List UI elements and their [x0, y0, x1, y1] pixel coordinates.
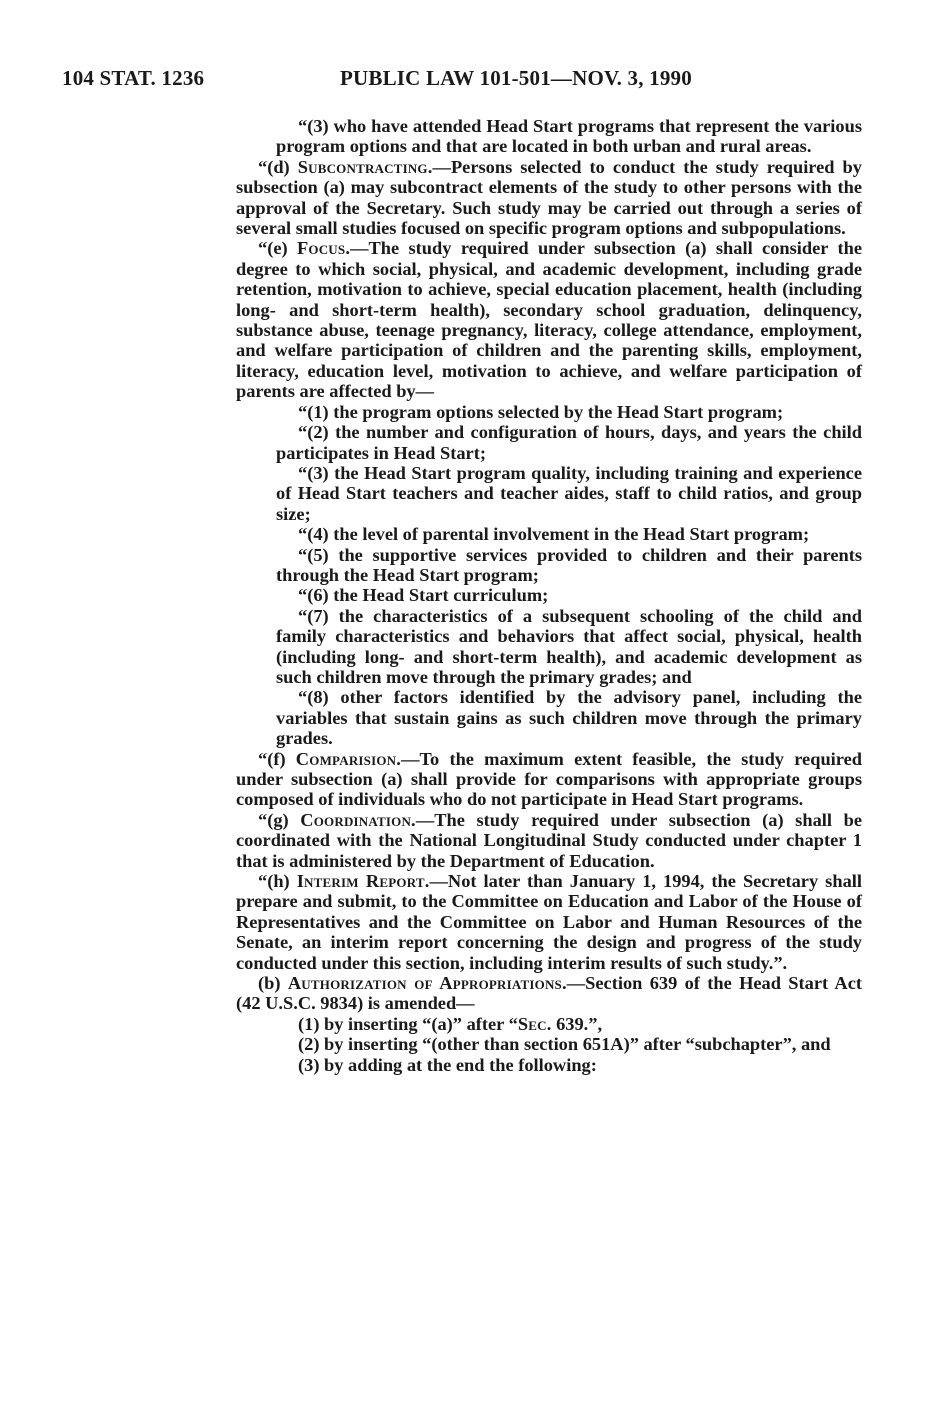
- amendment-2: (2) by inserting “(other than section 651A)” after “subchapter”, and: [298, 1034, 831, 1055]
- public-law-title: PUBLIC LAW 101-501—NOV. 3, 1990: [340, 66, 692, 90]
- subsection-f: “(f) Comparision.—To the maximum extent feasible, the study required under subsection (a) shall provide for comparisons with appropriate groups composed of individuals who do not participate in Head Start programs.: [236, 748, 863, 810]
- subsection-d: “(d) Subcontracting.—Persons selected to conduct the study required by subsection (a) may subcontract elements of the study to other persons with the approval of the Secretary. Such study may be carried out through a series of several small studies focused on specific program options and subpopulations.: [236, 156, 862, 239]
- paragraph-6: “(6) the Head Start curriculum;: [298, 585, 549, 606]
- subsection-h: “(h) Interim Report.—Not later than January 1, 1994, the Secretary shall prepare and submit, to the Committee on Education and Labor of the House of Representatives and the Committee on Labor and Human Resources of the Senate, an interim report concerning the design and progress of the study conducted under this section, including interim results of such study.”.: [236, 871, 862, 973]
- body-text: [236, 116, 862, 1075]
- paragraph-4: “(4) the level of parental involvement in the Head Start program;: [298, 524, 810, 545]
- paragraph-5: “(5) the supportive services provided to children and their parents through the Head Start program;: [276, 544, 862, 585]
- subsection-g: “(g) Coordination.—The study required under subsection (a) shall be coordinated with the National Longitudinal Study conducted under chapter 1 that is administered by the Department of Education.: [236, 809, 862, 871]
- paragraph-1: “(1) the program options selected by the Head Start program;: [298, 401, 784, 422]
- page-header: [62, 66, 862, 96]
- subsection-caption: Comparision.: [295, 748, 402, 769]
- section-abbrev: Sec.: [517, 1013, 552, 1034]
- subsection-caption: Subcontracting.: [297, 156, 433, 177]
- subsection-caption: Focus.: [296, 238, 351, 259]
- statute-page-number: 104 STAT. 1236: [62, 66, 205, 90]
- paragraph-8: “(8) other factors identified by the advisory panel, including the variables that sustain gains as such children move through the primary grades.: [276, 687, 862, 749]
- amendment-1: (1) by inserting “(a)” after “Sec. 639.”,: [298, 1013, 603, 1034]
- amendment-3: (3) by adding at the end the following:: [298, 1054, 597, 1075]
- subsection-e: “(e) Focus.—The study required under subsection (a) shall consider the degree to which social, physical, and academic development, including grade retention, motivation to achieve, special education placement, health (including long- and short-term health), secondary school graduation, delinquency, substance abuse, teenage pregnancy, literacy, college attendance, employment, and welfare participation of children and the parenting skills, employment, literacy, education level, motivation to achieve, and welfare participation of parents are affected by—: [236, 238, 862, 402]
- paragraph-3: “(3) the Head Start program quality, including training and experience of Head Start teachers and teacher aides, staff to child ratios, and group size;: [276, 462, 862, 524]
- paragraph-7: “(7) the characteristics of a subsequent schooling of the child and family characteristics and behaviors that affect social, physical, health (including long- and short-term health), and academic development as such children move through the primary grades; and: [276, 605, 862, 687]
- paragraph-2: “(2) the number and configuration of hours, days, and years the child participates in Head Start;: [276, 422, 862, 463]
- subsection-b: (b) Authorization of Appropriations.—Section 639 of the Head Start Act (42 U.S.C. 9834) is amended—: [236, 973, 862, 1014]
- subsection-caption: Interim Report.: [296, 871, 430, 892]
- paragraph-3: “(3) who have attended Head Start programs that represent the various program options and that are located in both urban and rural areas.: [276, 116, 862, 157]
- subsection-caption: Authorization of Appropriations.: [287, 973, 567, 994]
- subsection-caption: Coordination.: [300, 809, 416, 830]
